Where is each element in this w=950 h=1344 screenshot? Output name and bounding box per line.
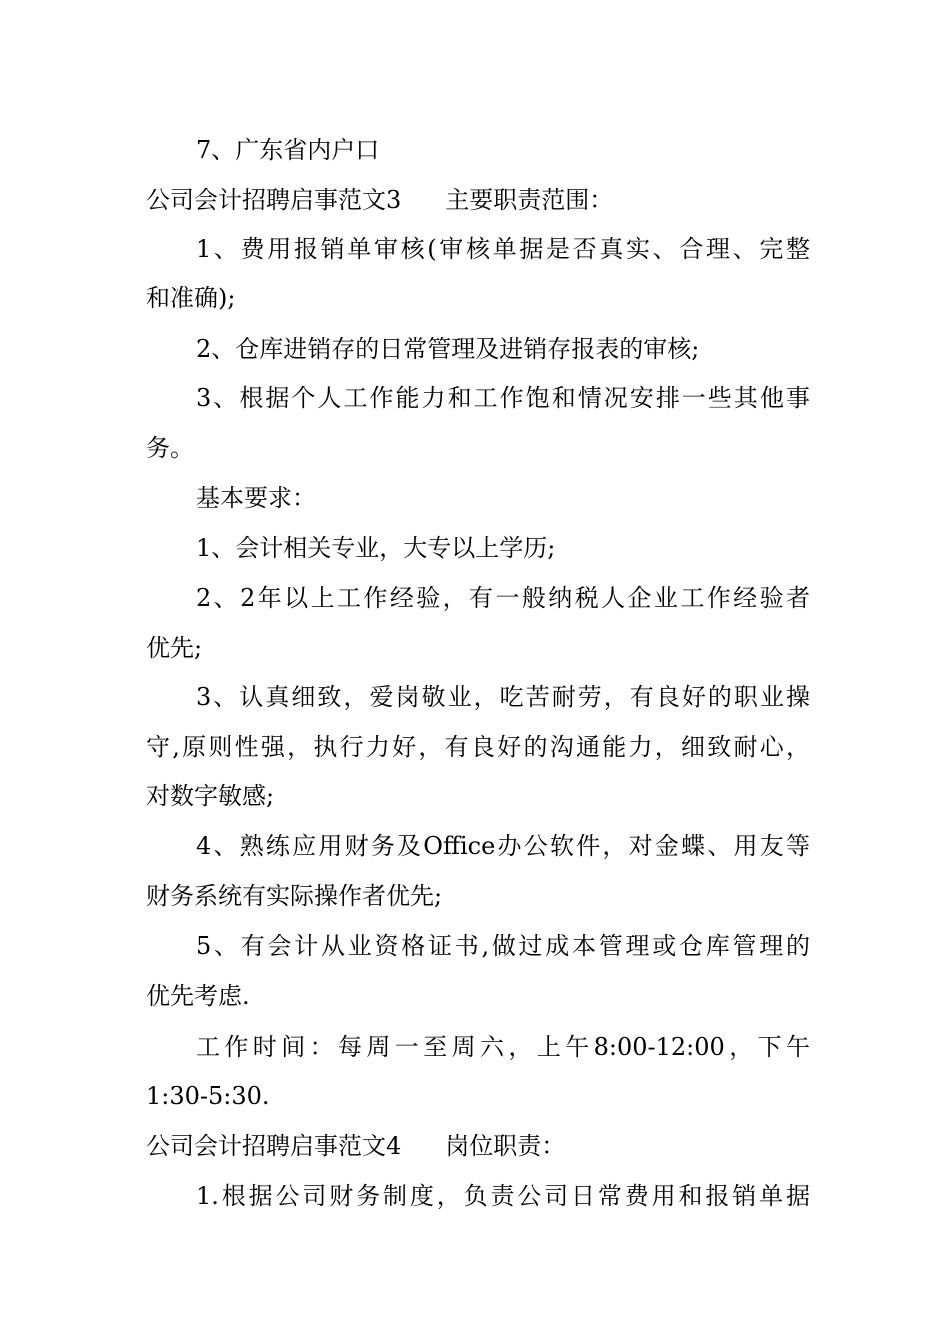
text-line: 优先考虑. [146, 982, 250, 1010]
text-line: 1、会计相关专业，大专以上学历; [196, 534, 556, 562]
text-line: 工作时间：每周一至周六，上午8:00-12:00，下午 [196, 1033, 810, 1061]
text-line: 务。 [146, 434, 194, 462]
text-line: 1:30-5:30. [146, 1082, 270, 1110]
text-line: 1.根据公司财务制度，负责公司日常费用和报销单据 [196, 1182, 810, 1210]
text-line: 4、熟练应用财务及Office办公软件，对金蝶、用友等 [196, 832, 810, 860]
text-line: 7、广东省内户口 [196, 136, 380, 164]
text-line: 基本要求： [196, 484, 316, 512]
section-heading [146, 184, 810, 216]
text-line: 1、费用报销单审核(审核单据是否真实、合理、完整 [196, 235, 810, 263]
text-line: 5、有会计从业资格证书,做过成本管理或仓库管理的 [196, 932, 810, 960]
section-subtitle: 岗位职责： [445, 1132, 566, 1160]
section-subtitle: 主要职责范围： [445, 186, 614, 214]
text-line: 3、根据个人工作能力和工作饱和情况安排一些其他事 [196, 384, 810, 412]
text-line: 财务系统有实际操作者优先; [146, 882, 443, 910]
text-line: 和准确); [146, 284, 236, 312]
text-line: 对数字敏感; [146, 782, 275, 810]
section-heading [146, 1130, 810, 1162]
text-line: 守,原则性强，执行力好，有良好的沟通能力，细致耐心， [146, 733, 810, 761]
text-line: 3、认真细致，爱岗敬业，吃苦耐劳，有良好的职业操 [196, 683, 810, 711]
section-title: 公司会计招聘启事范文4 [146, 1132, 402, 1160]
text-line: 优先; [146, 634, 203, 662]
section-title: 公司会计招聘启事范文3 [146, 186, 402, 214]
text-line: 2、仓库进销存的日常管理及进销存报表的审核; [196, 335, 700, 363]
text-line: 2、2年以上工作经验，有一般纳税人企业工作经验者 [196, 584, 810, 612]
